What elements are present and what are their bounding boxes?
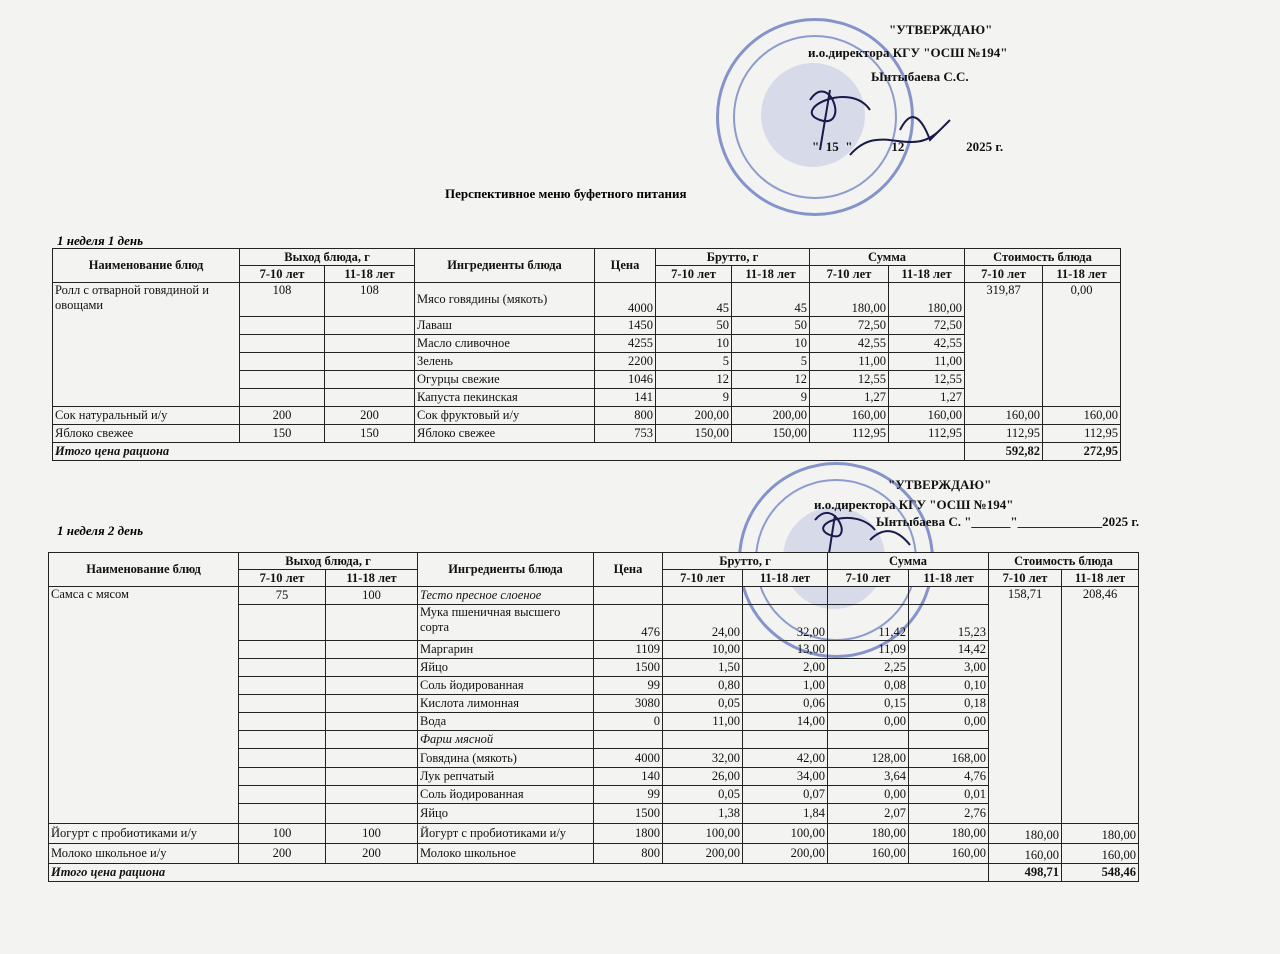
cost-11-18: 160,00	[1043, 407, 1121, 425]
sum-11-18: 72,50	[889, 317, 965, 335]
brutto-11-18: 2,00	[743, 659, 828, 677]
header-output: Выход блюда, г	[239, 553, 418, 570]
brutto-11-18: 45	[732, 283, 810, 317]
sum-7-10: 11,00	[810, 353, 889, 371]
ingredient-name: Капуста пекинская	[415, 389, 595, 407]
header-age2: 11-18 лет	[743, 570, 828, 587]
total-11-18: 548,46	[1062, 864, 1139, 882]
header-age2: 11-18 лет	[909, 570, 989, 587]
sum-7-10: 0,15	[828, 695, 909, 713]
brutto-7-10: 1,38	[663, 804, 743, 824]
sum-11-18: 0,01	[909, 786, 989, 804]
sum-11-18: 2,76	[909, 804, 989, 824]
ingredient-price: 476	[594, 605, 663, 641]
ingredient-price: 141	[595, 389, 656, 407]
dish-name: Яблоко свежее	[53, 425, 240, 443]
ingredient-price: 4000	[594, 749, 663, 768]
header-price: Цена	[594, 553, 663, 587]
header-sum: Сумма	[828, 553, 989, 570]
brutto-7-10: 9	[656, 389, 732, 407]
cost-11-18: 160,00	[1062, 844, 1139, 864]
output-11-18: 100	[326, 587, 418, 605]
sum-7-10: 1,27	[810, 389, 889, 407]
header-age2: 11-18 лет	[1062, 570, 1139, 587]
brutto-7-10: 5	[656, 353, 732, 371]
ingredient-name: Соль йодированная	[418, 677, 594, 695]
header-age1: 7-10 лет	[989, 570, 1062, 587]
header-age2: 11-18 лет	[325, 266, 415, 283]
brutto-7-10: 32,00	[663, 749, 743, 768]
ingredient-price: 800	[595, 407, 656, 425]
brutto-7-10: 100,00	[663, 824, 743, 844]
header-age2: 11-18 лет	[889, 266, 965, 283]
ingredient-group: Фарш мясной	[418, 731, 594, 749]
dish-name: Самса с мясом	[49, 587, 239, 824]
brutto-11-18: 200,00	[743, 844, 828, 864]
ingredient-name: Кислота лимонная	[418, 695, 594, 713]
ingredient-name: Масло сливочное	[415, 335, 595, 353]
ingredient-price: 2200	[595, 353, 656, 371]
sum-7-10: 160,00	[828, 844, 909, 864]
total-row	[53, 443, 1121, 461]
sum-7-10: 0,00	[828, 786, 909, 804]
cost-7-10: 160,00	[989, 844, 1062, 864]
brutto-7-10: 50	[656, 317, 732, 335]
approval-position-2: и.о.директора КГУ "ОСШ №194"	[814, 497, 1014, 512]
header-age2: 11-18 лет	[1043, 266, 1121, 283]
dish-name: Ролл с отварной говядиной и овощами	[53, 283, 240, 407]
header-ingredients: Ингредиенты блюда	[418, 553, 594, 587]
brutto-11-18: 200,00	[732, 407, 810, 425]
brutto-7-10: 10,00	[663, 641, 743, 659]
header-age1: 7-10 лет	[663, 570, 743, 587]
ingredient-price: 753	[595, 425, 656, 443]
brutto-11-18: 42,00	[743, 749, 828, 768]
header-price: Цена	[595, 249, 656, 283]
ingredient-name: Лук репчатый	[418, 768, 594, 786]
ingredient-name: Йогурт с пробиотиками и/у	[418, 824, 594, 844]
day2-label: 1 неделя 2 день	[57, 523, 144, 538]
output-7-10: 150	[240, 425, 325, 443]
ingredient-name: Вода	[418, 713, 594, 731]
sum-11-18: 12,55	[889, 371, 965, 389]
output-7-10: 200	[240, 407, 325, 425]
brutto-11-18: 0,06	[743, 695, 828, 713]
header-age1: 7-10 лет	[240, 266, 325, 283]
sum-11-18: 42,55	[889, 335, 965, 353]
sum-11-18: 1,27	[889, 389, 965, 407]
sum-7-10: 12,55	[810, 371, 889, 389]
approval-name-1: Ынтыбаева С.С.	[871, 69, 969, 84]
brutto-7-10: 24,00	[663, 605, 743, 641]
sum-7-10: 180,00	[828, 824, 909, 844]
cost-11-18: 0,00	[1043, 283, 1121, 407]
table-row	[49, 824, 1139, 844]
ingredient-price: 0	[594, 713, 663, 731]
sum-7-10: 11,09	[828, 641, 909, 659]
ingredient-price: 1450	[595, 317, 656, 335]
ingredient-name: Яйцо	[418, 804, 594, 824]
sum-11-18: 180,00	[909, 824, 989, 844]
brutto-7-10: 12	[656, 371, 732, 389]
ingredient-price: 99	[594, 677, 663, 695]
ingredient-price: 99	[594, 786, 663, 804]
sum-7-10: 72,50	[810, 317, 889, 335]
header-age1: 7-10 лет	[656, 266, 732, 283]
sum-7-10: 0,00	[828, 713, 909, 731]
total-label: Итого цена рациона	[49, 864, 989, 882]
brutto-11-18: 12	[732, 371, 810, 389]
table-row	[49, 587, 1139, 605]
brutto-11-18: 100,00	[743, 824, 828, 844]
brutto-7-10: 45	[656, 283, 732, 317]
sum-11-18: 168,00	[909, 749, 989, 768]
table-row	[49, 844, 1139, 864]
brutto-11-18: 0,07	[743, 786, 828, 804]
brutto-7-10: 11,00	[663, 713, 743, 731]
day1-label: 1 неделя 1 день	[57, 233, 144, 248]
total-11-18: 272,95	[1043, 443, 1121, 461]
header-brutto: Брутто, г	[663, 553, 828, 570]
ingredient-price: 140	[594, 768, 663, 786]
header-age1: 7-10 лет	[965, 266, 1043, 283]
ingredient-name: Говядина (мякоть)	[418, 749, 594, 768]
sum-11-18: 180,00	[889, 283, 965, 317]
brutto-7-10: 10	[656, 335, 732, 353]
brutto-11-18: 32,00	[743, 605, 828, 641]
header-cost: Стоимость блюда	[965, 249, 1121, 266]
cost-7-10: 160,00	[965, 407, 1043, 425]
dish-name: Сок натуральный и/у	[53, 407, 240, 425]
sum-7-10: 2,25	[828, 659, 909, 677]
ingredient-price: 800	[594, 844, 663, 864]
brutto-11-18: 1,00	[743, 677, 828, 695]
brutto-7-10: 150,00	[656, 425, 732, 443]
ingredient-price: 4000	[595, 283, 656, 317]
ingredient-name: Мука пшеничная высшего сорта	[418, 605, 594, 641]
ingredient-name: Сок фруктовый и/у	[415, 407, 595, 425]
table-row	[53, 425, 1121, 443]
ingredient-name: Зелень	[415, 353, 595, 371]
ingredient-name: Соль йодированная	[418, 786, 594, 804]
cost-7-10: 158,71	[989, 587, 1062, 824]
dish-name: Молоко школьное и/у	[49, 844, 239, 864]
header-age1: 7-10 лет	[239, 570, 326, 587]
sum-11-18: 3,00	[909, 659, 989, 677]
brutto-11-18: 150,00	[732, 425, 810, 443]
sum-11-18: 11,00	[889, 353, 965, 371]
cost-11-18: 208,46	[1062, 587, 1139, 824]
sum-11-18: 15,23	[909, 605, 989, 641]
sum-7-10: 11,42	[828, 605, 909, 641]
approval-title-2: "УТВЕРЖДАЮ"	[888, 477, 992, 492]
ingredient-name: Мясо говядины (мякоть)	[415, 283, 595, 317]
approval-name-date-2: Ынтыбаева С. "______"_____________2025 г.	[876, 514, 1140, 529]
ingredient-name: Яблоко свежее	[415, 425, 595, 443]
brutto-11-18: 13,00	[743, 641, 828, 659]
brutto-7-10: 200,00	[663, 844, 743, 864]
approval-date-1: " 15 " 12 2025 г.	[812, 139, 1004, 154]
header-output: Выход блюда, г	[240, 249, 415, 266]
sum-7-10: 112,95	[810, 425, 889, 443]
dish-name: Йогурт с пробиотиками и/у	[49, 824, 239, 844]
menu-table-day1	[52, 248, 1121, 461]
header-age2: 11-18 лет	[326, 570, 418, 587]
cost-7-10: 319,87	[965, 283, 1043, 407]
brutto-7-10: 0,80	[663, 677, 743, 695]
approval-position-1: и.о.директора КГУ "ОСШ №194"	[808, 45, 1008, 60]
cost-11-18: 180,00	[1062, 824, 1139, 844]
cost-11-18: 112,95	[1043, 425, 1121, 443]
table-row	[53, 283, 1121, 317]
header-ingredients: Ингредиенты блюда	[415, 249, 595, 283]
approval-title-1: "УТВЕРЖДАЮ"	[889, 22, 993, 37]
output-7-10: 200	[239, 844, 326, 864]
brutto-7-10: 200,00	[656, 407, 732, 425]
output-11-18: 100	[326, 824, 418, 844]
ingredient-price: 4255	[595, 335, 656, 353]
brutto-7-10: 0,05	[663, 695, 743, 713]
brutto-11-18: 34,00	[743, 768, 828, 786]
brutto-11-18: 10	[732, 335, 810, 353]
ingredient-price: 1800	[594, 824, 663, 844]
sum-11-18: 0,00	[909, 713, 989, 731]
output-11-18: 108	[325, 283, 415, 317]
sum-11-18: 160,00	[889, 407, 965, 425]
ingredient-name: Маргарин	[418, 641, 594, 659]
header-age2: 11-18 лет	[732, 266, 810, 283]
header-brutto: Брутто, г	[656, 249, 810, 266]
brutto-11-18: 14,00	[743, 713, 828, 731]
brutto-7-10: 26,00	[663, 768, 743, 786]
sum-11-18: 0,10	[909, 677, 989, 695]
header-age1: 7-10 лет	[810, 266, 889, 283]
brutto-7-10: 0,05	[663, 786, 743, 804]
output-7-10: 75	[239, 587, 326, 605]
brutto-11-18: 5	[732, 353, 810, 371]
brutto-7-10: 1,50	[663, 659, 743, 677]
table-row	[53, 407, 1121, 425]
ingredient-price: 1109	[594, 641, 663, 659]
ingredient-name: Лаваш	[415, 317, 595, 335]
header-cost: Стоимость блюда	[989, 553, 1139, 570]
ingredient-name: Яйцо	[418, 659, 594, 677]
total-7-10: 592,82	[965, 443, 1043, 461]
ingredient-price: 1500	[594, 804, 663, 824]
sum-7-10: 128,00	[828, 749, 909, 768]
sum-11-18: 112,95	[889, 425, 965, 443]
ingredient-group: Тесто пресное слоеное	[418, 587, 594, 605]
total-7-10: 498,71	[989, 864, 1062, 882]
output-11-18: 200	[325, 407, 415, 425]
ingredient-price: 3080	[594, 695, 663, 713]
sum-11-18: 4,76	[909, 768, 989, 786]
sum-7-10: 180,00	[810, 283, 889, 317]
sum-7-10: 160,00	[810, 407, 889, 425]
output-7-10: 100	[239, 824, 326, 844]
header-age1: 7-10 лет	[828, 570, 909, 587]
output-11-18: 150	[325, 425, 415, 443]
brutto-11-18: 9	[732, 389, 810, 407]
ingredient-name: Молоко школьное	[418, 844, 594, 864]
header-dish: Наименование блюд	[49, 553, 239, 587]
total-row	[49, 864, 1139, 882]
cost-7-10: 180,00	[989, 824, 1062, 844]
sum-7-10: 2,07	[828, 804, 909, 824]
sum-7-10: 3,64	[828, 768, 909, 786]
brutto-11-18: 50	[732, 317, 810, 335]
ingredient-price: 1500	[594, 659, 663, 677]
sum-7-10: 0,08	[828, 677, 909, 695]
sum-7-10: 42,55	[810, 335, 889, 353]
ingredient-price: 1046	[595, 371, 656, 389]
brutto-11-18: 1,84	[743, 804, 828, 824]
output-7-10: 108	[240, 283, 325, 317]
page-title: Перспективное меню буфетного питания	[445, 186, 687, 201]
cost-7-10: 112,95	[965, 425, 1043, 443]
ingredient-name: Огурцы свежие	[415, 371, 595, 389]
total-label: Итого цена рациона	[53, 443, 965, 461]
header-dish: Наименование блюд	[53, 249, 240, 283]
header-sum: Сумма	[810, 249, 965, 266]
sum-11-18: 160,00	[909, 844, 989, 864]
sum-11-18: 0,18	[909, 695, 989, 713]
output-11-18: 200	[326, 844, 418, 864]
menu-table-day2	[48, 552, 1139, 882]
sum-11-18: 14,42	[909, 641, 989, 659]
